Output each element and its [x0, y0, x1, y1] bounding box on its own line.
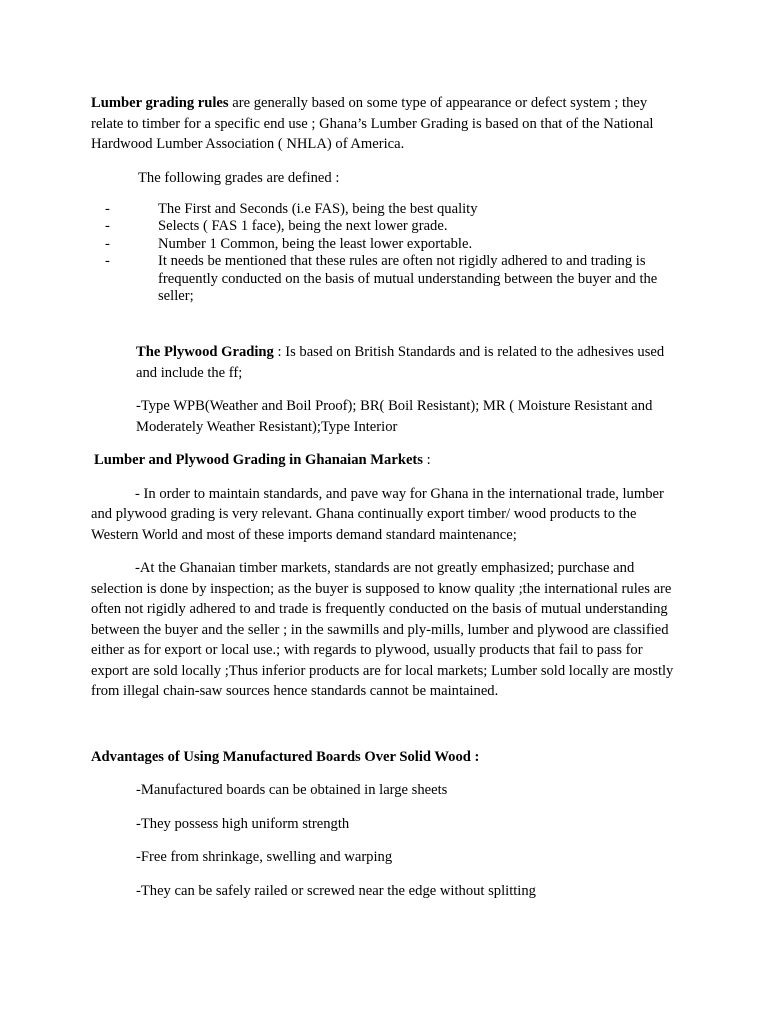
- list-item: -Free from shrinkage, swelling and warping: [136, 849, 393, 866]
- markets-paragraph-2: -At the Ghanaian timber markets, standards are not greatly emphasized; purchase and selection is done by inspection; as the buyer is supposed to know quality ;the international rules are often not rigidly adhered to and trade is frequently conducted on the basis of mutual understanding between the buyer and the seller ; in the sawmills and ply-mills, lumber and plywood are classified either as for export or local use.; with regards to plywood, usually products that fail to pass for export are sold locally ;Thus inferior products are for local markets; Lumber sold locally are mostly from illegal chain-saw sources hence standards cannot be maintained.: [91, 560, 674, 700]
- grades-intro: The following grades are defined :: [138, 169, 340, 186]
- document-page: [91, 93, 683, 901]
- markets-heading: [91, 450, 683, 471]
- plywood-grading-paragraph: [91, 342, 683, 383]
- list-item: [91, 236, 683, 253]
- list-item: [91, 218, 683, 235]
- grades-list: [91, 201, 683, 305]
- list-item: [91, 253, 683, 305]
- list-item: -They possess high uniform strength: [136, 815, 350, 832]
- lumber-grading-body: are generally based on some type of appearance or defect system ; they relate to timber for a specific end use ; Ghana’s Lumber Grading is based on that of the National Hardwood Lumber Association ( NHLA) of America.: [91, 95, 654, 152]
- plywood-grading-title: The Plywood Grading: [136, 344, 274, 361]
- lumber-grading-title: Lumber grading rules: [91, 95, 229, 111]
- markets-paragraph-1: - In order to maintain standards, and pave way for Ghana in the international trade, lumber and plywood grading is very relevant. Ghana continually export timber/ wood products to the Western World and most of these imports demand standard maintenance;: [91, 485, 664, 543]
- advantages-heading: [91, 747, 683, 768]
- grade-text: It needs be mentioned that these rules are often not rigidly adhered to and trading is frequently conducted on the basis of mutual understanding between the buyer and the seller;: [158, 253, 658, 305]
- grade-text: The First and Seconds (i.e FAS), being the best quality: [158, 201, 478, 217]
- bullet-dash: -: [105, 235, 110, 252]
- plywood-types: -Type WPB(Weather and Boil Proof); BR( Boil Resistant); MR ( Moisture Resistant and Moderately Weather Resistant);Type Interior: [136, 398, 653, 435]
- bullet-dash: -: [105, 218, 110, 235]
- list-item: [91, 201, 683, 218]
- grade-text: Selects ( FAS 1 face), being the next lower grade.: [158, 218, 448, 235]
- bullet-dash: -: [105, 201, 110, 217]
- lumber-grading-paragraph: [91, 93, 683, 155]
- list-item: -They can be safely railed or screwed near the edge without splitting: [136, 882, 536, 899]
- advantages-title: Advantages of Using Manufactured Boards Over Solid Wood :: [91, 748, 480, 765]
- markets-title-suffix: :: [422, 452, 431, 469]
- markets-title: Lumber and Plywood Grading in Ghanaian Markets: [94, 452, 423, 469]
- list-item: -Manufactured boards can be obtained in large sheets: [136, 782, 448, 799]
- bullet-dash: -: [105, 253, 110, 270]
- grade-text: Number 1 Common, being the least lower exportable.: [158, 235, 473, 252]
- plywood-grading-body: : Is based on British Standards and is related to the adhesives used and include the ff;: [136, 344, 665, 381]
